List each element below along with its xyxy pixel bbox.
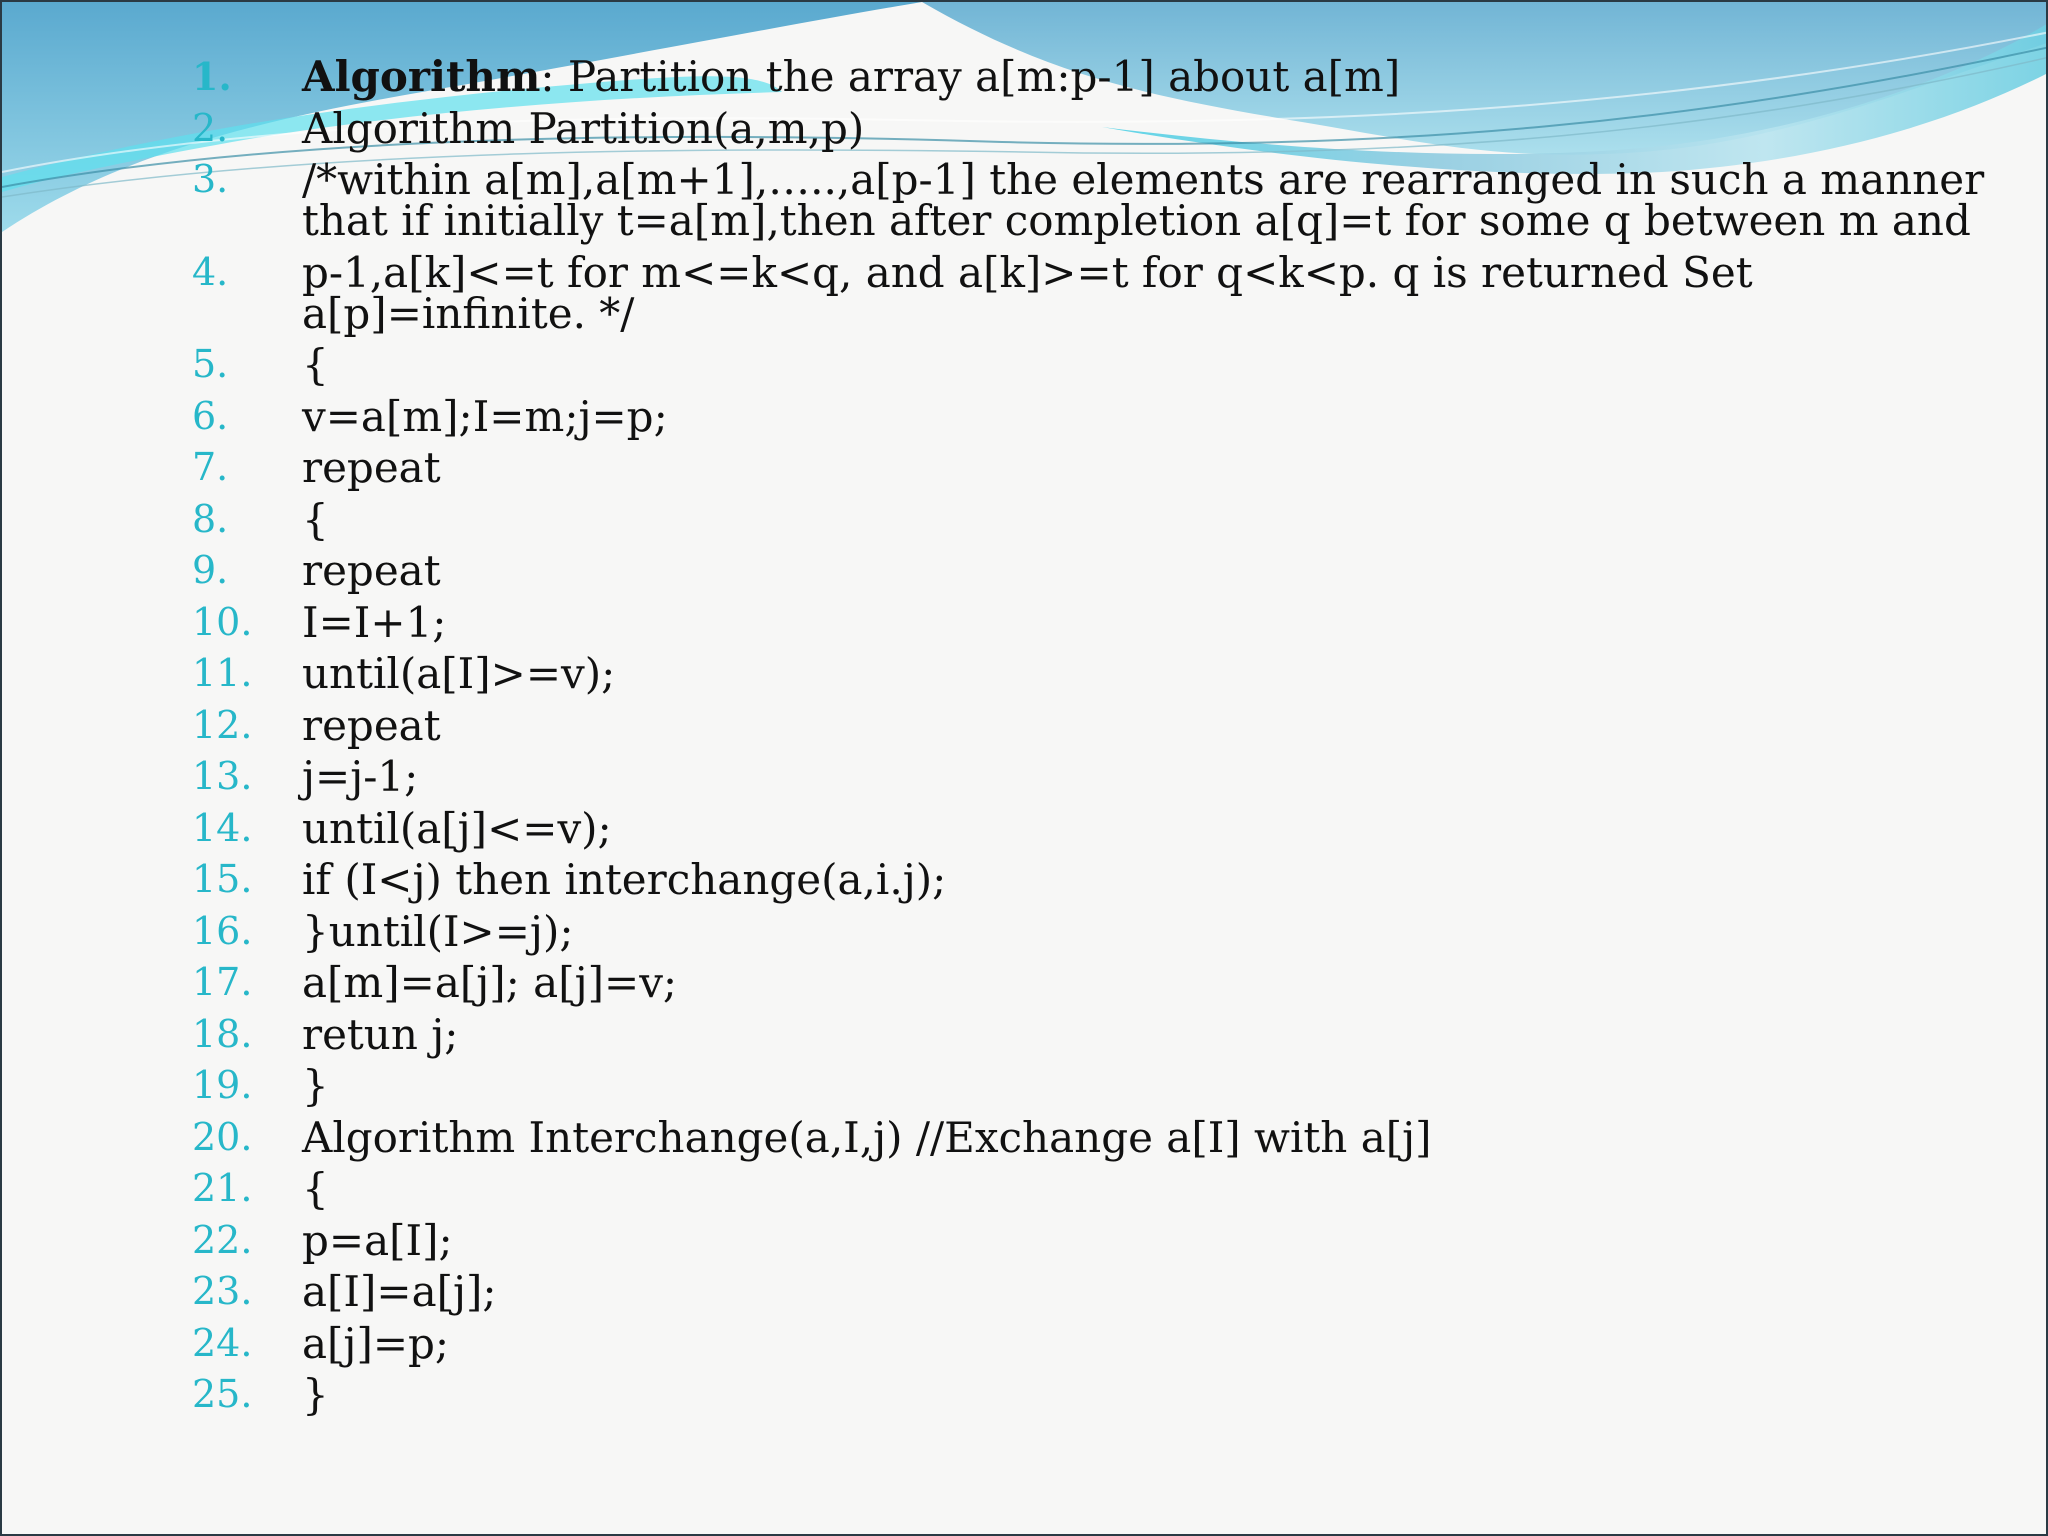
line-text: repeat [302,443,441,492]
list-item [192,752,1992,801]
line-number: 6. [192,393,229,438]
line-number: 16. [192,908,253,953]
line-text: { [302,340,329,389]
list-item [192,597,1992,647]
line-number: 22. [192,1217,253,1262]
line-text: Algorithm Partition(a,m,p) [302,103,865,153]
line-text: }until(I>=j); [302,906,574,956]
line-number: 25. [192,1372,253,1416]
line-text: a[I]=a[j]; [302,1267,497,1316]
line-text: a[m]=a[j]; a[j]=v; [302,958,678,1007]
list-item [192,1215,1992,1265]
line-number: 12. [192,702,253,747]
line-number: 2. [192,105,229,150]
line-number: 11. [192,651,253,695]
list-item [192,906,1992,956]
line-number: 1. [192,54,232,99]
list-item [192,546,1992,595]
line-text: } [302,1370,329,1419]
line-number: 23. [192,1269,253,1313]
line-number: 3. [192,157,229,201]
line-text: { [302,1164,329,1213]
list-item [192,1370,1992,1419]
line-number: 8. [192,496,229,541]
line-text: until(a[I]>=v); [302,649,616,698]
line-text: a[j]=p; [302,1318,450,1368]
line-text: } [302,1061,329,1110]
line-text: repeat [302,700,441,750]
line-text: /*within a[m],a[m+1],…..,a[p-1] the elements are rearranged in such a manner that if initially t=a[m],then after completion a[q]=t for some q between m and [302,155,1985,245]
list-item [192,52,1992,101]
list-item [192,494,1992,544]
line-text: I=I+1; [302,597,447,647]
algorithm-list [192,52,1992,1426]
line-number: 14. [192,805,253,850]
line-number: 19. [192,1063,253,1107]
list-item [192,103,1992,153]
list-item [192,443,1992,492]
line-number: 10. [192,599,253,644]
list-item [192,1164,1992,1213]
line-number: 7. [192,445,229,489]
line-number: 20. [192,1114,253,1159]
line-number: 9. [192,548,229,592]
list-item [192,649,1992,698]
line-number: 13. [192,754,253,798]
list-item [192,1112,1992,1162]
line-number: 17. [192,960,253,1004]
line-text: : Partition the array a[m:p-1] about a[m] [540,52,1401,101]
list-item [192,1318,1992,1368]
list-item [192,340,1992,389]
line-text: p-1,a[k]<=t for m<=k<q, and a[k]>=t for q<k<p. q is returned Set a[p]=infinite. */ [302,247,1753,338]
line-text: retun j; [302,1009,459,1059]
list-item [192,803,1992,853]
line-text: { [302,494,329,544]
line-text: repeat [302,546,441,595]
line-text: until(a[j]<=v); [302,803,612,853]
list-item [192,1061,1992,1110]
list-item [192,1267,1992,1316]
list-item [192,391,1992,441]
line-number: 15. [192,857,253,901]
list-item [192,155,1992,245]
line-text: v=a[m];I=m;j=p; [302,391,668,441]
algorithm-heading: Algorithm [302,52,541,101]
line-text: Algorithm Interchange(a,I,j) //Exchange a[I] with a[j] [302,1112,1432,1162]
list-item [192,958,1992,1007]
line-number: 4. [192,249,229,294]
line-text: p=a[I]; [302,1215,453,1265]
list-item [192,247,1992,338]
line-text: j=j-1; [302,752,419,801]
line-number: 24. [192,1320,253,1365]
line-number: 18. [192,1011,253,1056]
line-number: 5. [192,342,229,386]
list-item [192,700,1992,750]
list-item [192,855,1992,904]
line-number: 21. [192,1166,253,1210]
line-text: if (I<j) then interchange(a,i.j); [302,855,947,904]
list-item [192,1009,1992,1059]
